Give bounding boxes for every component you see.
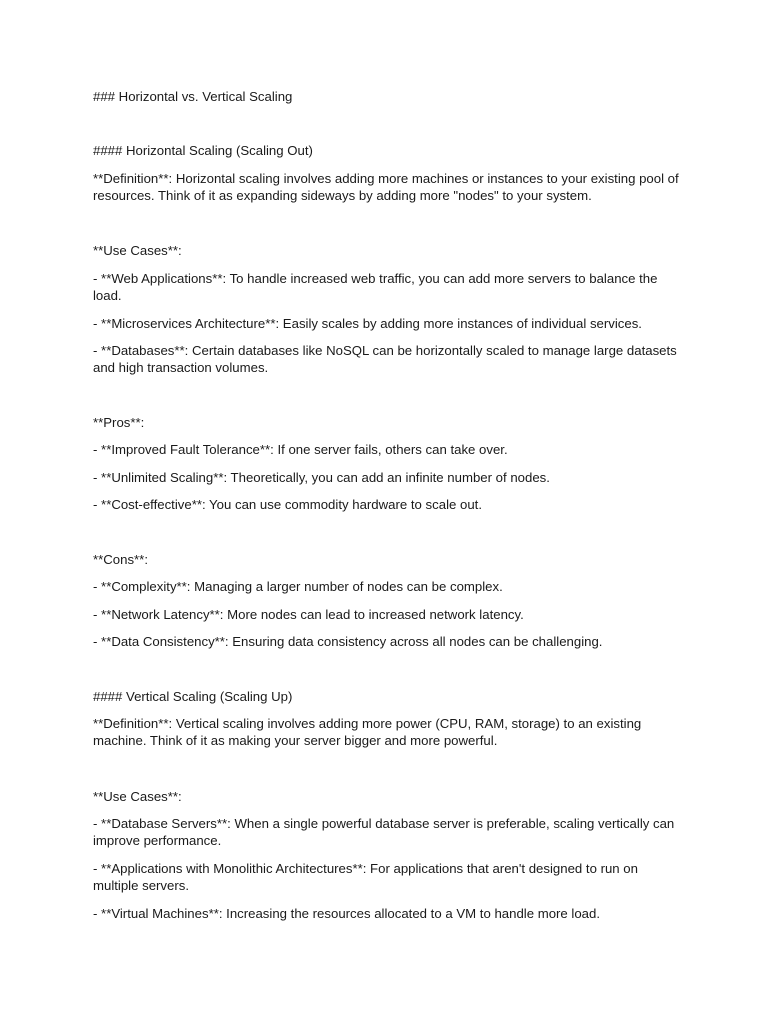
list-item: - **Complexity**: Managing a larger number of nodes can be complex. [93,579,503,594]
horizontal-pros-label: **Pros**: [93,415,145,430]
list-item: - **Network Latency**: More nodes can lead to increased network latency. [93,607,524,622]
document-title: ### Horizontal vs. Vertical Scaling [93,89,293,104]
list-item: - **Applications with Monolithic Architectures**: For applications that aren't designed to run on multiple servers. [93,861,638,894]
horizontal-use-cases-label: **Use Cases**: [93,243,182,258]
vertical-use-cases-label: **Use Cases**: [93,789,182,804]
horizontal-heading: #### Horizontal Scaling (Scaling Out) [93,143,313,158]
list-item: - **Cost-effective**: You can use commodity hardware to scale out. [93,497,482,512]
list-item: - **Web Applications**: To handle increased web traffic, you can add more servers to balance the load. [93,271,658,304]
list-item: - **Database Servers**: When a single powerful database server is preferable, scaling vertically can improve performance. [93,816,675,849]
list-item: - **Microservices Architecture**: Easily scales by adding more instances of individual services. [93,316,642,331]
list-item: - **Databases**: Certain databases like NoSQL can be horizontally scaled to manage large datasets and high transaction volumes. [93,343,677,376]
horizontal-definition: **Definition**: Horizontal scaling involves adding more machines or instances to your existing pool of resources. Think of it as expanding sideways by adding more "nodes" to your system. [93,171,679,204]
list-item: - **Unlimited Scaling**: Theoretically, you can add an infinite number of nodes. [93,470,550,485]
vertical-definition: **Definition**: Vertical scaling involves adding more power (CPU, RAM, storage) to an existing machine. Think of it as making your server bigger and more powerful. [93,716,642,749]
list-item: - **Virtual Machines**: Increasing the resources allocated to a VM to handle more load. [93,906,601,921]
list-item: - **Improved Fault Tolerance**: If one server fails, others can take over. [93,442,508,457]
list-item: - **Data Consistency**: Ensuring data consistency across all nodes can be challenging. [93,634,603,649]
vertical-heading: #### Vertical Scaling (Scaling Up) [93,689,293,704]
horizontal-cons-label: **Cons**: [93,552,148,567]
